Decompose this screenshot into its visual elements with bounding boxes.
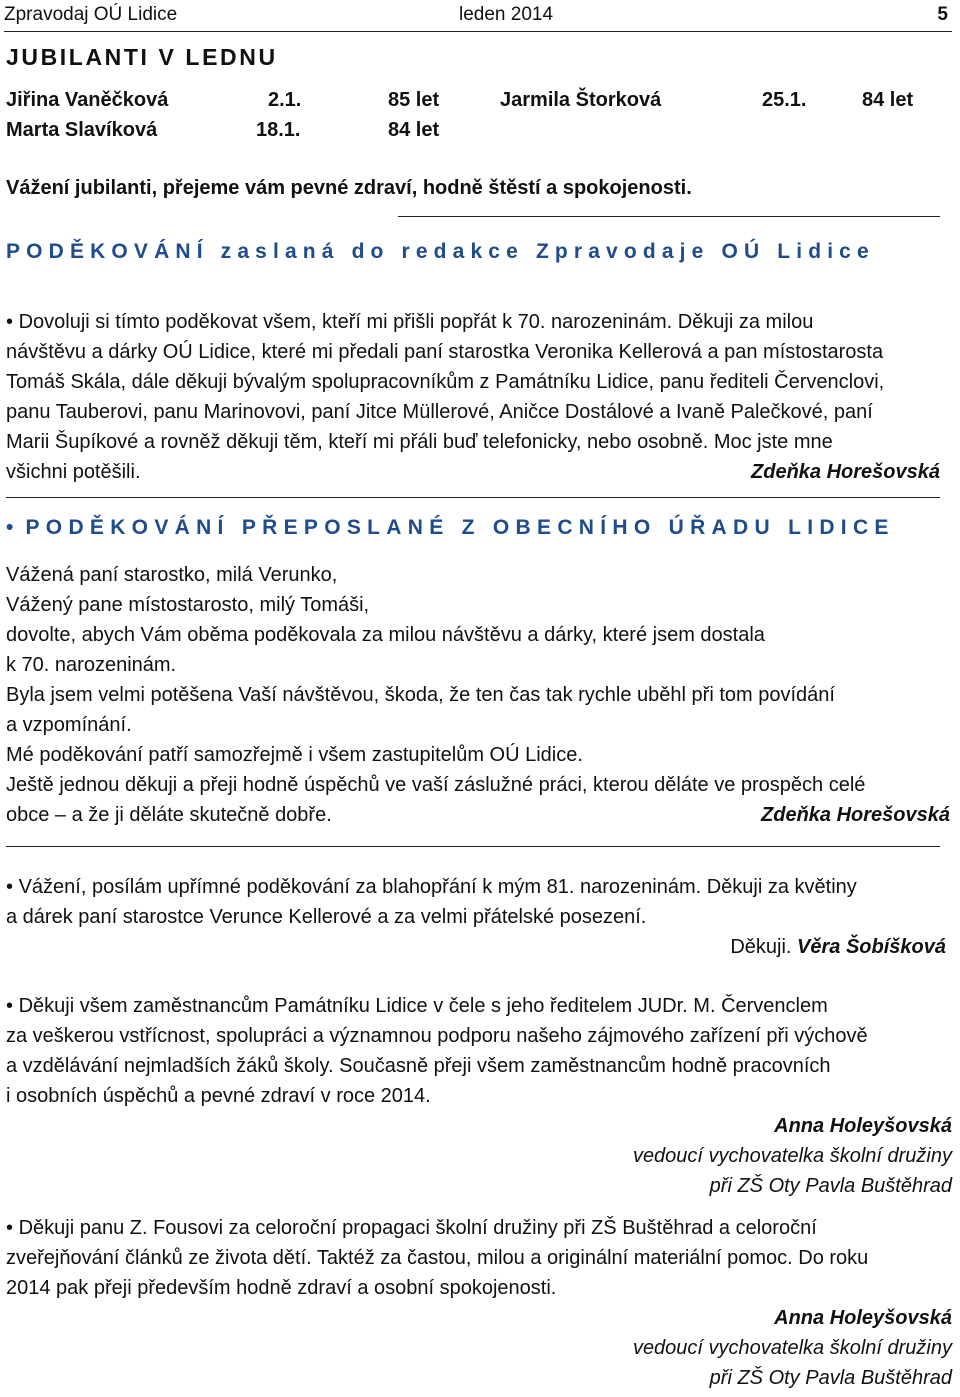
bullet-icon: • [6, 516, 14, 539]
jubilant-name: Marta Slavíková [6, 119, 158, 141]
signature: Anna Holeyšovská [774, 1115, 952, 1137]
text-line: Dovoluji si tímto poděkovat všem, kteří mi přišli popřát k 70. narozeninám. Děkuji za milou [18, 311, 814, 333]
jubilant-date: 2.1. [268, 89, 302, 111]
text-line: návštěvu a dárky OÚ Lidice, které mi předali paní starostka Veronika Kellerová a pan místostarosta [6, 341, 884, 363]
thanks-4-text [6, 991, 868, 1111]
jubilant-date: 18.1. [256, 119, 301, 141]
text-line: 2014 pak přeji především hodně zdraví a osobní spokojenosti. [6, 1277, 557, 1299]
jubilant-date: 25.1. [762, 89, 807, 111]
text-line: Děkuji všem zaměstnancům Památníku Lidice v čele s jeho ředitelem JUDr. M. Červenclem [18, 995, 828, 1017]
signature: Věra Šobíšková [797, 936, 946, 958]
text-line: za veškerou vstřícnost, spolupráci a významnou podporu našeho zájmového zařízení při výchově [6, 1025, 868, 1047]
text-line: k 70. narozeninám. [6, 654, 177, 676]
section-divider [6, 846, 940, 847]
bullet-icon: • [6, 1217, 14, 1239]
text-line: panu Tauberovi, panu Marinovovi, paní Jitce Müllerové, Aničce Dostálové a Ivaně Palečkové, paní [6, 401, 873, 423]
thanks-2-text [6, 560, 865, 830]
jubilant-name: Jiřina Vaněčková [6, 89, 169, 111]
jubilant-age: 85 let [388, 89, 440, 111]
text-line: a vzdělávání nejmladších žáků školy. Současně přeji všem zaměstnancům hodně pracovních [6, 1055, 831, 1077]
text-line: obce – a že ji děláte skutečně dobře. [6, 804, 332, 826]
text-line: zveřejňování článků ze života dětí. Taktéž za častou, milou a originální materiální pomoc. Do roku [6, 1247, 869, 1269]
thanks-5-text [6, 1213, 868, 1303]
text-line: Byla jsem velmi potěšena Vaší návštěvou, škoda, že ten čas tak rychle uběhl při tom povídání [6, 684, 835, 706]
signature-school: při ZŠ Oty Pavla Buštěhrad [709, 1175, 952, 1197]
publication-name: Zpravodaj OÚ Lidice [4, 4, 178, 25]
section-divider [6, 497, 940, 498]
text-line: Vážení, posílám upřímné poděkování za blahopřání k mým 81. narozeninám. Děkuji za květiny [18, 876, 857, 898]
signature: Anna Holeyšovská [774, 1307, 952, 1329]
text-line: Vážená paní starostko, milá Verunko, [6, 564, 338, 586]
jubilants-greeting: Vážení jubilanti, přejeme vám pevné zdraví, hodně štěstí a spokojenosti. [6, 177, 692, 199]
signature: Zdeňka Horešovská [761, 804, 950, 826]
signature-block [633, 1111, 952, 1201]
signature: Zdeňka Horešovská [751, 461, 940, 483]
signature-line [730, 932, 946, 962]
signature-role: vedoucí vychovatelka školní družiny [632, 1337, 952, 1359]
signature-school: při ZŠ Oty Pavla Buštěhrad [709, 1367, 952, 1389]
jubilant-name: Jarmila Štorková [500, 89, 662, 111]
text-line: Mé poděkování patří samozřejmě i všem zastupitelům OÚ Lidice. [6, 744, 583, 766]
text-line: všichni potěšili. [6, 461, 141, 483]
bullet-icon: • [6, 995, 14, 1017]
page-number: 5 [937, 4, 948, 25]
closing-text: Děkuji. [730, 936, 792, 958]
jubilant-age: 84 let [862, 89, 914, 111]
text-line: Ještě jednou děkuji a přeji hodně úspěchů ve vaší záslužné práci, kterou děláte ve prospěch celé [6, 774, 866, 796]
text-line: a vzpomínání. [6, 714, 132, 736]
bullet-icon: • [6, 311, 14, 333]
jubilants-heading: JUBILANTI V LEDNU [6, 44, 278, 70]
forwarded-thanks-heading: • PODĚKOVÁNÍ PŘEPOSLANÉ Z OBECNÍHO ÚŘADU LIDICE [6, 516, 895, 539]
header-rule [4, 31, 952, 32]
jubilant-age: 84 let [388, 119, 440, 141]
text-line: dovolte, abych Vám oběma poděkovala za milou návštěvu a dárky, které jsem dostala [6, 624, 765, 646]
issue-date: leden 2014 [459, 4, 554, 25]
text-line: Marii Šupíkové a rovněž děkuji těm, kteří mi přáli buď telefonicky, nebo osobně. Moc jste mne [6, 431, 833, 453]
text-line: Tomáš Skála, dále děkuji bývalým spolupracovníkům z Památníku Lidice, panu řediteli Červenclovi, [6, 371, 885, 393]
text-line: Vážený pane místostarosto, milý Tomáši, [6, 594, 370, 616]
section-divider [398, 216, 940, 217]
thanks-heading: PODĚKOVÁNÍ zaslaná do redakce Zpravodaje OÚ Lidice [6, 240, 875, 263]
thanks-3-text [6, 872, 857, 932]
bullet-icon: • [6, 876, 14, 898]
text-line: a dárek paní starostce Verunce Kellerové a za velmi přátelské posezení. [6, 906, 647, 928]
text-line: i osobních úspěchů a pevné zdraví v roce 2014. [6, 1085, 431, 1107]
signature-block [633, 1303, 952, 1393]
text-line: Děkuji panu Z. Fousovi za celoroční propagaci školní družiny při ZŠ Buštěhrad a celoroční [18, 1217, 817, 1239]
signature-role: vedoucí vychovatelka školní družiny [632, 1145, 952, 1167]
